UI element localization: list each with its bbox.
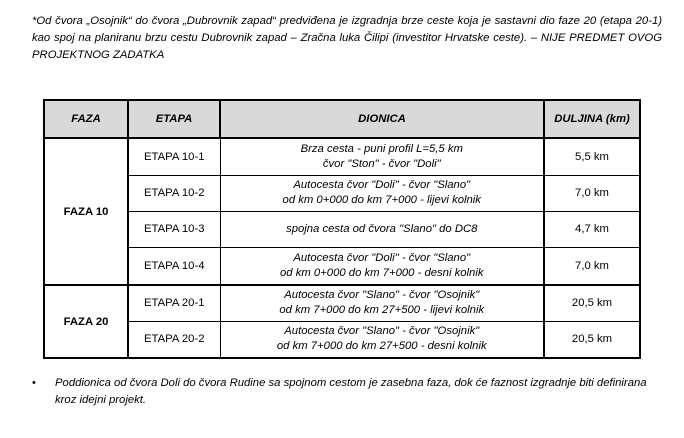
dionica-line: Autocesta čvor "Doli" - čvor "Slano" [293, 251, 471, 264]
bullet-text: Poddionica od čvora Doli do čvora Rudine sa spojnom cestom je zasebna faza, dok će faznost izgradnje biti definirana kroz idejni projekt. [55, 377, 647, 406]
header-dionica: DIONICA [220, 100, 544, 138]
duljina-cell: 4,7 km [544, 211, 640, 247]
table-row [44, 285, 640, 321]
table-row [44, 138, 640, 175]
etapa-cell: ETAPA 10-3 [128, 211, 220, 247]
table-row [44, 247, 640, 285]
dionica-cell [220, 247, 544, 285]
table-row [44, 175, 640, 211]
duljina-cell: 7,0 km [544, 247, 640, 285]
dionica-line: Autocesta čvor "Slano" - čvor "Osojnik" [284, 289, 480, 302]
dionica-cell [220, 175, 544, 211]
dionica-line: od km 7+000 do km 27+500 - desni kolnik [276, 340, 487, 353]
duljina-cell: 7,0 km [544, 175, 640, 211]
dionica-line: Brza cesta - puni profil L=5,5 km [300, 142, 463, 155]
dionica-line: od km 0+000 do km 7+000 - lijevi kolnik [282, 194, 481, 206]
table-header-row [44, 100, 640, 138]
duljina-cell: 20,5 km [544, 321, 640, 358]
footnote-text: *Od čvora „Osojnik“ do čvora „Dubrovnik zapad“ predviđena je izgradnja brze ceste koja je sastavni dio faze 20 (etapa 20-1) kao spoj na planiranu brzu cestu Dubrovnik zapad – Zračna luka Čilipi (investitor Hrvatske ceste). – NIJE PREDMET OVOG PROJEKTNOG ZADATKA [32, 15, 662, 61]
phase-cell: FAZA 20 [44, 285, 128, 358]
etapa-cell: ETAPA 20-1 [128, 285, 220, 321]
dionica-line: Autocesta čvor "Slano" - čvor "Osojnik" [284, 325, 480, 338]
dionica-cell [220, 211, 544, 247]
dionica-line: Autocesta čvor "Doli" - čvor "Slano" [293, 179, 471, 191]
bullet-icon: • [32, 377, 36, 389]
table-row [44, 211, 640, 247]
dionica-cell [220, 138, 544, 175]
table-row [44, 321, 640, 358]
etapa-cell: ETAPA 20-2 [128, 321, 220, 358]
header-etapa: ETAPA [128, 100, 220, 138]
duljina-cell: 5,5 km [544, 138, 640, 175]
dionica-line: čvor "Ston" - čvor "Doli" [322, 157, 441, 170]
dionica-line: spojna cesta od čvora "Slano" do DC8 [286, 222, 478, 235]
etapa-cell: ETAPA 10-2 [128, 175, 220, 211]
bullet-note [32, 375, 662, 409]
etapa-cell: ETAPA 10-1 [128, 138, 220, 175]
dionica-cell [220, 321, 544, 358]
phases-table [43, 99, 641, 359]
header-faza: FAZA [44, 100, 128, 138]
phase-cell: FAZA 10 [44, 138, 128, 285]
dionica-line: od km 7+000 do km 27+500 - lijevi kolnik [279, 304, 485, 317]
dionica-line: od km 0+000 do km 7+000 - desni kolnik [280, 266, 484, 279]
etapa-cell: ETAPA 10-4 [128, 247, 220, 285]
header-duljina: DULJINA (km) [544, 100, 640, 138]
dionica-cell [220, 285, 544, 321]
duljina-cell: 20,5 km [544, 285, 640, 321]
